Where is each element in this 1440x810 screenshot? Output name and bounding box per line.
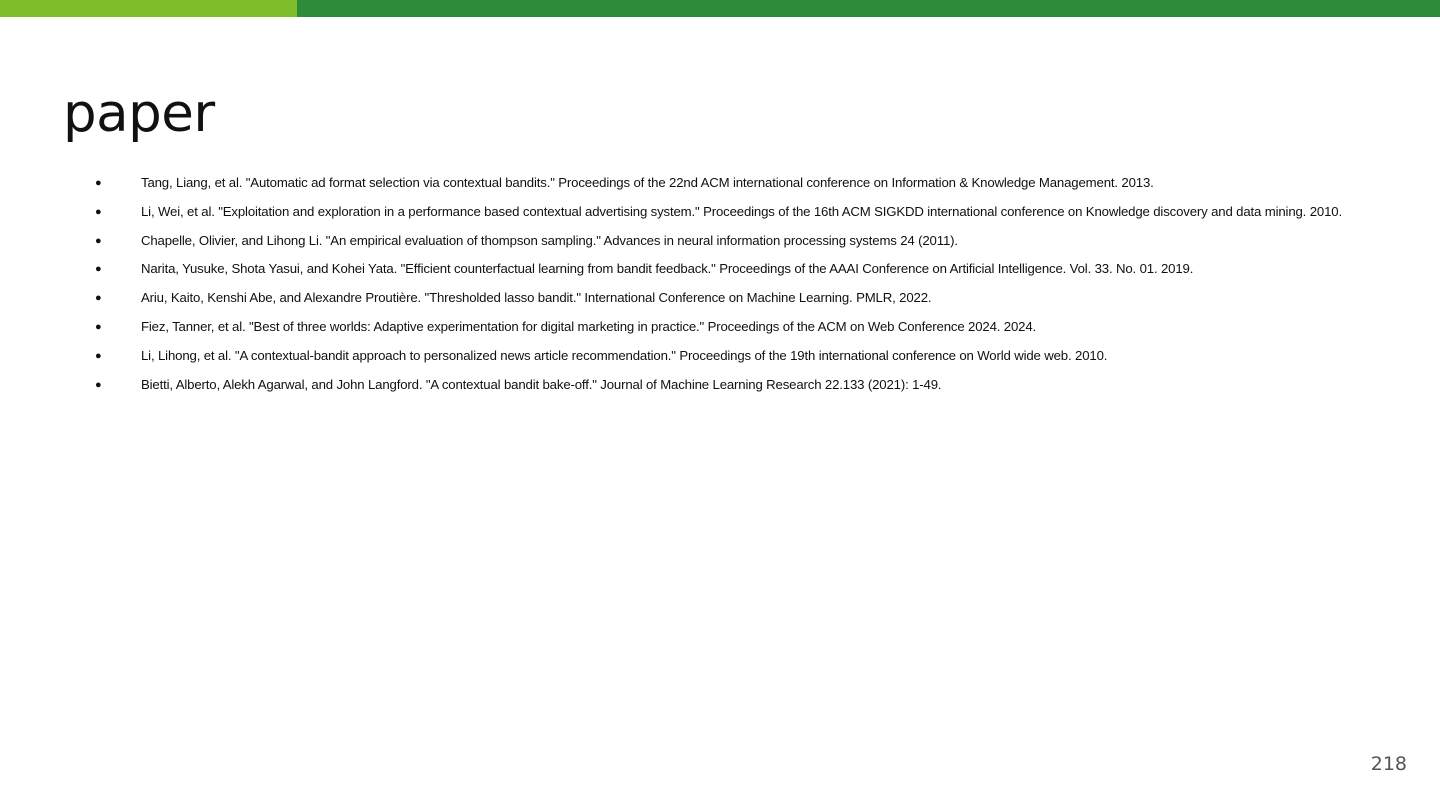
- reference-item: [0, 255, 1440, 284]
- bullet-icon: ●: [95, 177, 102, 189]
- reference-item: [0, 198, 1440, 227]
- reference-text: Fiez, Tanner, et al. "Best of three worlds: Adaptive experimentation for digital marketing in practice." Proceedings of the ACM on Web Conference 2024. 2024.: [141, 318, 1037, 334]
- bullet-icon: ●: [95, 234, 102, 247]
- bullet-icon: ●: [95, 320, 102, 333]
- top-accent-bar: [0, 0, 1440, 17]
- reference-text: Bietti, Alberto, Alekh Agarwal, and John Langford. "A contextual bandit bake-off." Journal of Machine Learning Research 22.133 (2021): 1-49.: [141, 376, 942, 392]
- reference-text: Narita, Yusuke, Shota Yasui, and Kohei Yata. "Efficient counterfactual learning from bandit feedback." Proceedings of the AAAI Conference on Artificial Intelligence. Vol. 33. No. 01. 2019.: [141, 261, 1194, 277]
- reference-item: [0, 227, 1440, 256]
- bullet-icon: ●: [95, 263, 102, 276]
- reference-item: [0, 169, 1440, 198]
- reference-list: [0, 169, 1440, 399]
- reference-text: Ariu, Kaito, Kenshi Abe, and Alexandre Proutière. "Thresholded lasso bandit." International Conference on Machine Learning. PMLR, 2022.: [141, 290, 932, 306]
- top-accent-bar-dark: [297, 0, 1440, 17]
- reference-item: [0, 284, 1440, 313]
- reference-text: Chapelle, Olivier, and Lihong Li. "An empirical evaluation of thompson sampling." Advances in neural information processing systems 24 (2011).: [141, 232, 958, 248]
- bullet-icon: ●: [95, 349, 102, 362]
- reference-item: [0, 371, 1440, 400]
- bullet-icon: ●: [95, 205, 102, 218]
- reference-text: Tang, Liang, et al. "Automatic ad format selection via contextual bandits." Proceedings of the 22nd ACM international conference on Information & Knowledge Management. 2013.: [141, 175, 1154, 190]
- reference-item: [0, 342, 1440, 371]
- bullet-icon: ●: [95, 292, 102, 305]
- reference-text: Li, Lihong, et al. "A contextual-bandit approach to personalized news article recommendation." Proceedings of the 19th international conference on World wide web. 2010.: [141, 347, 1108, 363]
- reference-item: [0, 313, 1440, 342]
- slide-title: paper: [63, 83, 215, 144]
- bullet-icon: ●: [95, 378, 102, 391]
- top-accent-bar-light: [0, 0, 297, 17]
- page-number: 218: [1370, 753, 1407, 775]
- reference-text: Li, Wei, et al. "Exploitation and exploration in a performance based contextual advertising system." Proceedings of the 16th ACM SIGKDD international conference on Knowledge discovery and data mining. 2010.: [141, 203, 1342, 219]
